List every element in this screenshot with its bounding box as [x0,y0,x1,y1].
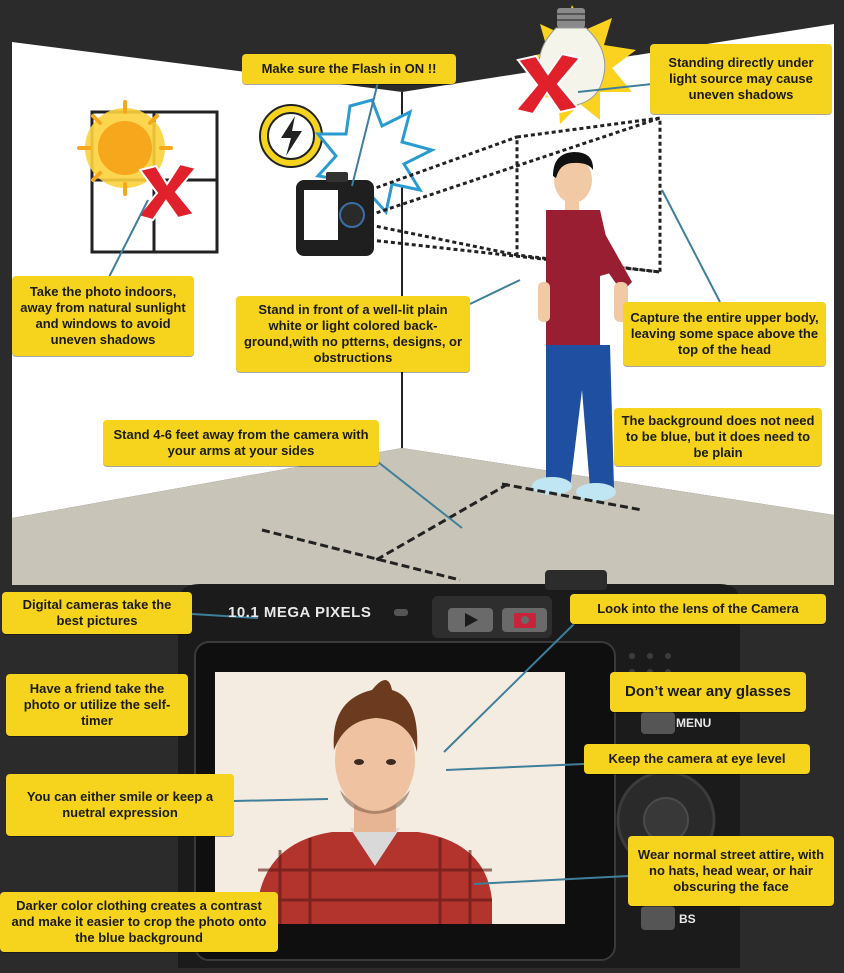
flash-icon [260,105,322,167]
callout-indoors: Take the photo indoors, away from natural sunlight and windows to avoid uneven shadows [12,276,194,356]
callout-look-into-lens: Look into the lens of the Camera [570,594,826,624]
callout-not-blue: The background does not need to be blue, but it does need to be plain [614,408,822,466]
callout-attire: Wear normal street attire, with no hats, head wear, or hair obscuring the face [628,836,834,906]
callout-digital-camera: Digital cameras take the best pictures [2,592,192,634]
callout-eye-level: Keep the camera at eye level [584,744,810,774]
callout-flash: Make sure the Flash in ON !! [242,54,456,84]
record-icon [514,613,536,628]
callout-darker-clothing: Darker color clothing creates a contrast and make it easier to crop the photo onto the blue background [0,892,278,952]
bs-label: BS [679,912,696,926]
callout-friend-timer: Have a friend take the photo or utilize the self-timer [6,674,188,736]
callout-upper-body: Capture the entire upper body, leaving some space above the top of the head [623,302,826,366]
callout-distance: Stand 4-6 feet away from the camera with your arms at your sides [103,420,379,466]
callout-plain-background: Stand in front of a well-lit plain white or light colored back-ground,with no ptterns, designs, or obstructions [236,296,470,372]
megapixel-label: 10.1 MEGA PIXELS [228,604,372,621]
callout-light-source: Standing directly under light source may cause uneven shadows [650,44,832,114]
callout-no-glasses: Don’t wear any glasses [610,672,806,712]
camera-icon [296,172,374,256]
callout-expression: You can either smile or keep a nuetral expression [6,774,234,836]
menu-label: MENU [676,716,712,730]
